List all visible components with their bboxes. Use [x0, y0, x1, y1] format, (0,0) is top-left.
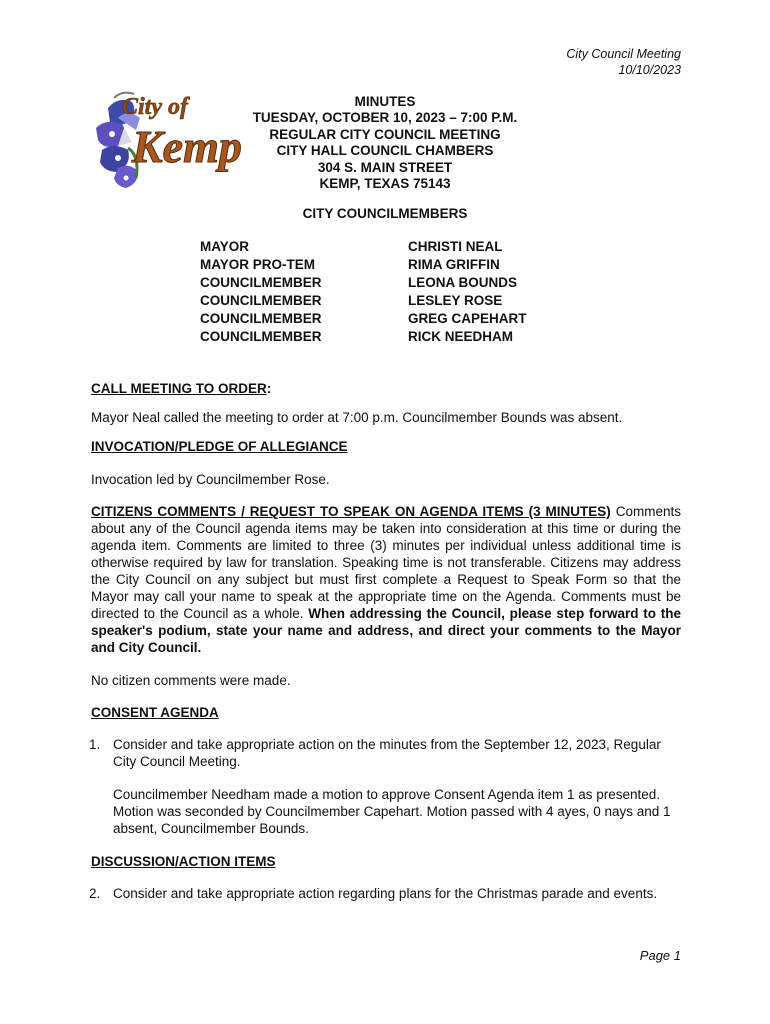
item-number: 1. — [89, 737, 101, 752]
title-line: CITY HALL COUNCIL CHAMBERS — [276, 143, 494, 159]
logo-text-line2: Kemp — [132, 121, 242, 172]
council-name: RIMA GRIFFIN — [408, 256, 500, 272]
title-line: 304 S. MAIN STREET — [317, 159, 453, 175]
section-heading: CALL MEETING TO ORDER — [91, 381, 267, 396]
page-number: Page 1 — [639, 948, 681, 963]
council-role: MAYOR — [200, 239, 250, 254]
consent-item — [91, 736, 681, 770]
citizens-text: Comments about any of the Council agenda items may be taken into consideration at this time or during the agenda item. Comments are limited to three (3) minutes per individual unless additional time is otherwise required by law for translation. Speaking time is not transferable. Citizens may address the City Council on any subject but must first complete a Request to Speak Form so that the Mayor may call your name to speak at the appropriate time on the Agenda. Comments must be directed to the Council as a whole. — [91, 504, 681, 621]
title-block — [190, 94, 580, 192]
section-heading: CONSENT AGENDA — [91, 705, 219, 720]
heading-colon: : — [266, 381, 272, 396]
title-line: KEMP, TEXAS 75143 — [319, 176, 451, 192]
council-role: COUNCILMEMBER — [200, 274, 322, 290]
council-names — [408, 238, 527, 345]
citizens-result: No citizen comments were made. — [91, 673, 291, 688]
item-text: Consider and take appropriate action regarding plans for the Christmas parade and events. — [113, 886, 658, 901]
logo-text-line1: City of — [122, 94, 188, 120]
council-name: GREG CAPEHART — [408, 310, 527, 326]
section-heading: DISCUSSION/ACTION ITEMS — [91, 854, 276, 869]
minutes-body — [91, 380, 681, 902]
council-name: LEONA BOUNDS — [408, 274, 518, 290]
header-date: 10/10/2023 — [618, 63, 681, 77]
page-header — [566, 46, 681, 78]
council-name: RICK NEEDHAM — [408, 328, 514, 344]
council-name: LESLEY ROSE — [408, 292, 503, 308]
council-name: CHRISTI NEAL — [408, 239, 503, 254]
section-heading: CITIZENS COMMENTS / REQUEST TO SPEAK ON AGENDA ITEMS (3 MINUTES) — [91, 504, 611, 519]
council-role: COUNCILMEMBER — [200, 292, 322, 308]
title-line: REGULAR CITY COUNCIL MEETING — [269, 126, 501, 142]
invocation-heading — [91, 438, 681, 455]
council-role: COUNCILMEMBER — [200, 310, 322, 326]
discussion-item — [91, 885, 681, 902]
consent-action: Councilmember Needham made a motion to approve Consent Agenda item 1 as presented. Motion was seconded by Councilmember Capehart. Motion passed with 4 ayes, 0 nays and 1 absent, Councilmember Bounds. — [113, 787, 671, 836]
council-heading: CITY COUNCILMEMBERS — [302, 206, 468, 221]
header-meeting: City Council Meeting — [566, 47, 681, 61]
title-line: MINUTES — [354, 94, 416, 109]
consent-heading — [91, 704, 681, 721]
citizens-bold-text: When addressing the Council, please step forward to the speaker's podium, state your name and address, and direct your comments to the Mayor and City Council. — [91, 606, 682, 655]
discussion-heading — [91, 853, 681, 870]
call-to-order-heading — [91, 380, 681, 397]
council-role: MAYOR PRO-TEM — [200, 256, 316, 272]
title-line: TUESDAY, OCTOBER 10, 2023 – 7:00 P.M. — [252, 110, 518, 126]
item-number: 2. — [89, 886, 101, 901]
council-role: COUNCILMEMBER — [200, 328, 322, 344]
section-heading: INVOCATION/PLEDGE OF ALLEGIANCE — [91, 439, 348, 454]
citizens-comments-paragraph — [91, 503, 681, 656]
call-to-order-text: Mayor Neal called the meeting to order at 7:00 p.m. Councilmember Bounds was absent. — [91, 410, 623, 425]
council-roles — [200, 238, 322, 345]
item-text: Consider and take appropriate action on the minutes from the September 12, 2023, Regular City Council Meeting. — [113, 737, 661, 769]
invocation-text: Invocation led by Councilmember Rose. — [91, 472, 330, 487]
